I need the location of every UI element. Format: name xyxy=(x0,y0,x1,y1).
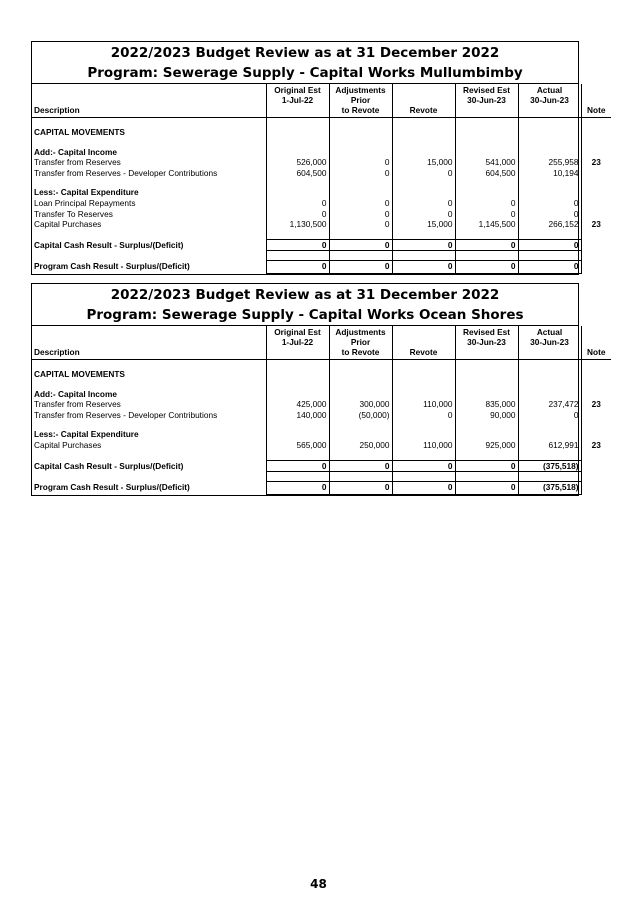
table-row: Loan Principal Repayments 0 0 0 0 0 xyxy=(32,198,611,209)
row-capital-cash-result: Capital Cash Result - Surplus/(Deficit) 0 0 0 0 0 xyxy=(32,239,611,251)
header-revote: Revote xyxy=(392,84,455,118)
title-line-1: 2022/2023 Budget Review as at 31 December 2022 xyxy=(110,45,500,61)
budget-grid xyxy=(32,84,611,274)
header-revised: Revised Est 30-Jun-23 xyxy=(455,84,518,118)
table-row: Transfer from Reserves - Developer Contributions 604,500 0 0 604,500 10,194 xyxy=(32,168,611,179)
header-row xyxy=(32,84,611,118)
header-original: Original Est 1-Jul-22 xyxy=(266,84,329,118)
row-add-heading: Add:- Capital Income xyxy=(32,147,611,158)
header-actual: Actual 30-Jun-23 xyxy=(518,84,581,118)
row-capital-cash-result: Capital Cash Result - Surplus/(Deficit) 0 0 0 0 (375,518) xyxy=(32,460,611,472)
header-row xyxy=(32,326,611,360)
row-less-heading: Less:- Capital Expenditure xyxy=(32,429,611,440)
header-description: Description xyxy=(32,326,266,360)
budget-grid xyxy=(32,326,611,495)
budget-table-mullumbimby xyxy=(31,41,606,275)
header-description: Description xyxy=(32,84,266,118)
table-row: Transfer from Reserves - Developer Contributions 140,000 (50,000) 0 90,000 0 xyxy=(32,410,611,421)
table-row: Capital Purchases 1,130,500 0 15,000 1,145,500 266,152 23 xyxy=(32,219,611,230)
table-row: Capital Purchases 565,000 250,000 110,000 925,000 612,991 23 xyxy=(32,440,611,451)
table-title xyxy=(32,42,578,84)
row-less-heading: Less:- Capital Expenditure xyxy=(32,187,611,198)
header-note: Note xyxy=(581,84,611,118)
header-actual: Actual 30-Jun-23 xyxy=(518,326,581,360)
budget-table-ocean-shores xyxy=(31,283,606,496)
header-revote: Revote xyxy=(392,326,455,360)
row-capital-movements: CAPITAL MOVEMENTS xyxy=(32,369,611,380)
header-original: Original Est 1-Jul-22 xyxy=(266,326,329,360)
page-number: 48 xyxy=(310,877,327,891)
row-add-heading: Add:- Capital Income xyxy=(32,389,611,400)
header-note: Note xyxy=(581,326,611,360)
row-program-cash-result: Program Cash Result - Surplus/(Deficit) 0 0 0 0 0 xyxy=(32,261,611,274)
table-title xyxy=(32,284,578,326)
title-line-2: Program: Sewerage Supply - Capital Works Ocean Shores xyxy=(86,307,524,323)
title-line-2: Program: Sewerage Supply - Capital Works Mullumbimby xyxy=(87,65,523,81)
header-revised: Revised Est 30-Jun-23 xyxy=(455,326,518,360)
table-row: Transfer To Reserves 0 0 0 0 0 xyxy=(32,209,611,220)
title-line-1: 2022/2023 Budget Review as at 31 December 2022 xyxy=(110,287,500,303)
row-program-cash-result: Program Cash Result - Surplus/(Deficit) 0 0 0 0 (375,518) xyxy=(32,482,611,495)
row-capital-movements: CAPITAL MOVEMENTS xyxy=(32,127,611,138)
header-adjustments: Adjustments Prior to Revote xyxy=(329,84,392,118)
header-adjustments: Adjustments Prior to Revote xyxy=(329,326,392,360)
table-row: Transfer from Reserves 526,000 0 15,000 541,000 255,958 23 xyxy=(32,157,611,168)
table-row: Transfer from Reserves 425,000 300,000 110,000 835,000 237,472 23 xyxy=(32,399,611,410)
